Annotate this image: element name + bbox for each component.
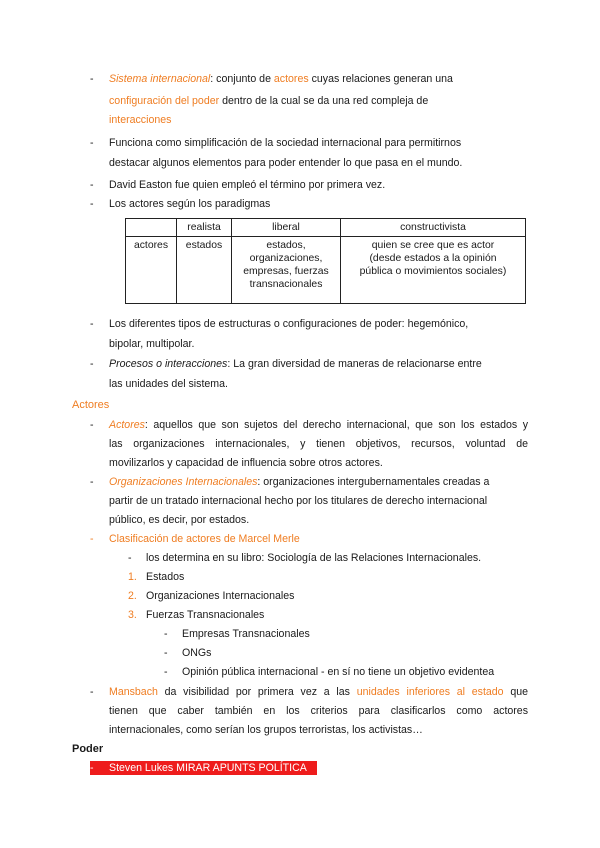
cell-line: (desde estados a la opinión <box>369 253 497 264</box>
text-segment: cuyas relaciones generan una <box>308 73 453 85</box>
mansbach-line-2: tienen que caber también en los criterios para clasificarlos como actores <box>109 705 528 717</box>
list-item-fuerzas: Fuerzas Transnacionales <box>146 609 265 621</box>
term-organizaciones-internacionales: Organizaciones Internacionales <box>109 476 258 488</box>
simplificacion-line-1: Funciona como simplificación de la sociedad internacional para permitirnos <box>109 137 462 149</box>
bullet-dash: - <box>90 198 94 210</box>
cell-line: pública o movimientos sociales) <box>359 266 507 277</box>
paradigms-table <box>125 218 526 304</box>
bullet-dash: - <box>128 552 132 564</box>
procesos-line-1 <box>109 357 482 371</box>
oi-line-2: partir de un tratado internacional hecho por los titulares de derecho internacional <box>109 495 488 507</box>
oi-line-1 <box>109 475 489 489</box>
sistema-internacional-line-1 <box>109 72 453 86</box>
text-segment: : La gran diversidad de maneras de relacionarse entre <box>227 358 482 370</box>
subitem-ongs: ONGs <box>182 647 212 659</box>
bullet-dash: - <box>90 318 94 330</box>
bullet-dash: - <box>90 419 94 431</box>
bullet-dash: - <box>90 179 94 191</box>
term-procesos: Procesos o interacciones <box>109 358 228 370</box>
highlighted-lukes-line <box>90 761 317 775</box>
bullet-dash: - <box>90 137 94 149</box>
cell-line: transnacionales <box>249 279 323 290</box>
easton-line: David Easton fue quien empleó el término por primera vez. <box>109 179 386 191</box>
cell-line: empresas, fuerzas <box>243 266 329 277</box>
text-segment: : organizaciones intergubernamentales creadas a <box>257 476 490 488</box>
merle-sub: los determina en su libro: Sociología de las Relaciones Internacionales. <box>146 552 482 564</box>
subitem-empresas: Empresas Transnacionales <box>182 628 310 640</box>
oi-line-3: público, es decir, por estados. <box>109 514 250 526</box>
subitem-opinion: Opinión pública internacional - en sí no tiene un objetivo evidentea <box>182 666 495 678</box>
lukes-text: Steven Lukes MIRAR APUNTS POLÍTICA <box>109 762 307 774</box>
mansbach-line-1 <box>109 685 528 699</box>
table-header-empty <box>126 219 177 237</box>
table-row <box>126 237 526 304</box>
estructuras-line-2: bipolar, multipolar. <box>109 338 195 350</box>
term-configuracion-poder: configuración del poder <box>109 95 220 107</box>
actores-def-line-2: las organizaciones internacionales, y tienen objetivos, recursos, voluntad de <box>109 438 528 450</box>
paradigmas-line: Los actores según los paradigmas <box>109 198 271 210</box>
list-number: 1. <box>128 571 137 583</box>
estructuras-line-1: Los diferentes tipos de estructuras o configuraciones de poder: hegemónico, <box>109 318 469 330</box>
table-cell-constructivista <box>341 237 526 304</box>
bullet-dash: - <box>164 666 168 678</box>
simplificacion-line-2: destacar algunos elementos para poder entender lo que pasa en el mundo. <box>109 157 463 169</box>
table-cell-actores: actores <box>126 237 177 304</box>
bullet-dash: - <box>90 762 94 774</box>
bullet-dash: - <box>90 686 94 698</box>
text-segment: que <box>503 686 528 698</box>
table-header-constructivista: constructivista <box>341 219 526 237</box>
sistema-internacional-line-2 <box>109 94 428 108</box>
cell-line: estados, <box>266 240 306 251</box>
section-heading-poder: Poder <box>72 743 104 755</box>
merle-title: Clasificación de actores de Marcel Merle <box>109 533 300 545</box>
section-heading-actores: Actores <box>72 399 110 411</box>
bullet-dash: - <box>164 628 168 640</box>
text-segment: : conjunto de <box>210 73 274 85</box>
table-header-row <box>126 219 526 237</box>
table-header-realista: realista <box>177 219 232 237</box>
text-segment: da visibilidad por primera vez a las <box>157 686 357 698</box>
table-cell-realista: estados <box>177 237 232 304</box>
table-header-liberal: liberal <box>232 219 341 237</box>
cell-line: organizaciones, <box>249 253 323 264</box>
list-item-estados: Estados <box>146 571 185 583</box>
bullet-dash: - <box>90 533 94 545</box>
bullet-dash: - <box>90 476 94 488</box>
term-interacciones: interacciones <box>109 114 172 126</box>
actores-def-line-3: movilizarlos y capacidad de influencia sobre otros actores. <box>109 457 383 469</box>
term-actores-def: Actores <box>109 419 145 431</box>
bullet-dash: - <box>90 73 94 85</box>
list-number: 2. <box>128 590 137 602</box>
table-cell-liberal <box>232 237 341 304</box>
list-number: 3. <box>128 609 137 621</box>
term-unidades-inferiores: unidades inferiores al estado <box>356 686 504 698</box>
cell-line: quien se cree que es actor <box>371 240 495 251</box>
term-actores: actores <box>273 73 309 85</box>
text-segment: : aquellos que son sujetos del derecho internacional, que son los estados y <box>144 419 528 431</box>
list-item-organizaciones: Organizaciones Internacionales <box>146 590 295 602</box>
bullet-dash: - <box>164 647 168 659</box>
term-sistema-internacional: Sistema internacional <box>109 73 211 85</box>
bullet-dash: - <box>90 358 94 370</box>
text-segment: dentro de la cual se da una red compleja de <box>219 95 429 107</box>
mansbach-line-3: internacionales, como serían los grupos terroristas, los activistas… <box>109 724 423 736</box>
procesos-line-2: las unidades del sistema. <box>109 378 228 390</box>
actores-def-line-1 <box>109 418 528 432</box>
term-mansbach: Mansbach <box>109 686 158 698</box>
